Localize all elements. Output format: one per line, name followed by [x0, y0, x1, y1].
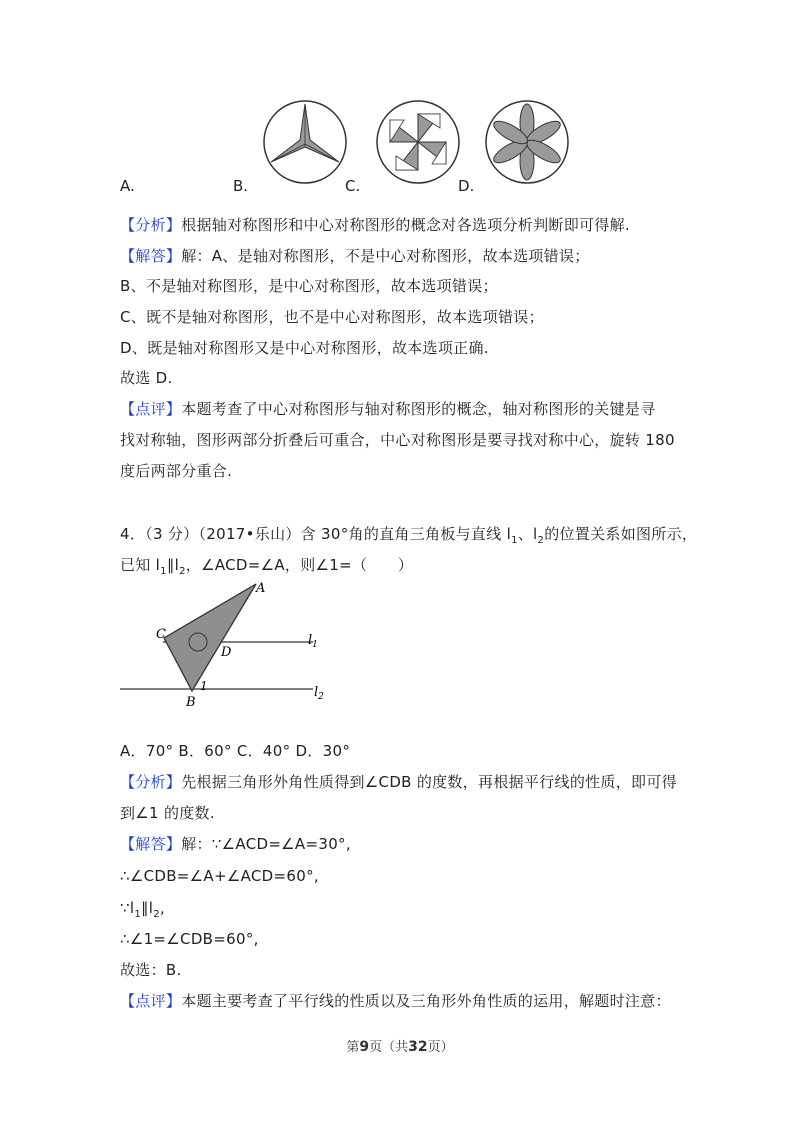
subscript: 1	[160, 566, 167, 577]
q4-answer-line-1	[120, 834, 351, 854]
label-a: A	[256, 581, 266, 596]
stem-text: 已知 l	[120, 556, 161, 574]
label-l1: $l_1$	[308, 633, 318, 650]
footer-suffix: 页）	[427, 1040, 454, 1055]
q4-analysis-line-1	[120, 772, 677, 792]
analysis-tag: 【分析】	[120, 216, 182, 234]
subscript: 1	[134, 909, 141, 920]
triangle	[164, 584, 256, 691]
q4-stem-line-1	[120, 524, 697, 551]
comment-tag: 【点评】	[120, 992, 182, 1010]
stem-text: 、l	[517, 525, 538, 543]
q3-analysis	[120, 215, 630, 235]
answer-tag: 【解答】	[120, 247, 182, 265]
q4-answer-line-2: ∴∠CDB=∠A+∠ACD=60°,	[120, 867, 319, 885]
option-label-b: B.	[233, 177, 249, 195]
answer-tag: 【解答】	[120, 835, 182, 853]
page-number: 9	[359, 1039, 370, 1055]
comment-text: 本题考查了中心对称图形与轴对称图形的概念，轴对称图形的关键是寻	[181, 400, 656, 418]
answer-text: ∵l	[120, 899, 135, 917]
comment-text: 本题主要考查了平行线的性质以及三角形外角性质的运用，解题时注意：	[181, 992, 671, 1010]
q3-comment-line-1	[120, 399, 656, 419]
stem-text: 的位置关系如图所示，	[544, 525, 698, 543]
q3-answer-line-3: C、既不是轴对称图形，也不是中心对称图形，故本选项错误；	[120, 308, 544, 326]
q3-answer-line-2: B、不是轴对称图形，是中心对称图形，故本选项错误；	[120, 277, 498, 295]
stem-text: ，∠ACD=∠A，则∠1=（ ）	[185, 556, 414, 574]
label-b: B	[186, 695, 196, 710]
option-label-d: D.	[458, 177, 475, 195]
answer-text: ∥l	[140, 899, 154, 917]
q4-answer-line-3	[120, 898, 165, 925]
q3-answer-line-5: 故选 D.	[120, 369, 173, 387]
footer-middle: 页（共	[369, 1040, 409, 1055]
subscript: 2	[153, 909, 160, 920]
answer-text: ,	[159, 899, 166, 917]
footer-prefix: 第	[346, 1040, 360, 1055]
figure-d	[480, 100, 580, 190]
option-label-a: A.	[120, 177, 135, 195]
figure-b	[377, 101, 459, 183]
analysis-text: 根据轴对称图形和中心对称图形的概念对各选项分析判断即可得解.	[181, 216, 630, 234]
stem-text: ∥l	[166, 556, 180, 574]
q3-answer-line-1	[120, 246, 590, 266]
q4-comment-line-1	[120, 991, 671, 1011]
q4-analysis-line-2: 到∠1 的度数.	[120, 804, 215, 822]
answer-text: 解：∵∠ACD=∠A=30°,	[181, 835, 351, 853]
option-label-c: C.	[345, 177, 361, 195]
analysis-tag: 【分析】	[120, 773, 182, 791]
q4-answer-line-4: ∴∠1=∠CDB=60°,	[120, 930, 259, 948]
q3-answer-line-4: D、既是轴对称图形又是中心对称图形，故本选项正确.	[120, 339, 489, 357]
label-l2: $l_2$	[314, 685, 324, 702]
total-pages: 32	[408, 1039, 428, 1055]
answer-text: 解：A、是轴对称图形，不是中心对称图形，故本选项错误；	[181, 247, 590, 265]
analysis-text: 先根据三角形外角性质得到∠CDB 的度数，再根据平行线的性质，即可得	[181, 773, 677, 791]
q4-answer-line-5: 故选：B.	[120, 961, 182, 979]
comment-tag: 【点评】	[120, 400, 182, 418]
q3-comment-line-2: 找对称轴，图形两部分折叠后可重合，中心对称图形是要寻找对称中心，旋转 180	[120, 431, 675, 449]
q3-comment-line-3: 度后两部分重合.	[120, 462, 233, 480]
label-c: C	[156, 627, 166, 642]
page-footer	[0, 1036, 800, 1055]
label-d: D	[221, 645, 232, 660]
subscript: 2	[179, 566, 186, 577]
subscript: 2	[537, 535, 545, 546]
q4-choices: A．70° B．60° C．40° D．30°	[120, 742, 351, 760]
subscript: 1	[511, 535, 518, 546]
label-angle-1: 1	[200, 679, 208, 693]
stem-text: 4．（3 分）（2017•乐山）含 30°角的直角三角板与直线 l	[120, 525, 512, 543]
triangle-figure	[118, 578, 338, 710]
figure-a	[264, 101, 346, 183]
